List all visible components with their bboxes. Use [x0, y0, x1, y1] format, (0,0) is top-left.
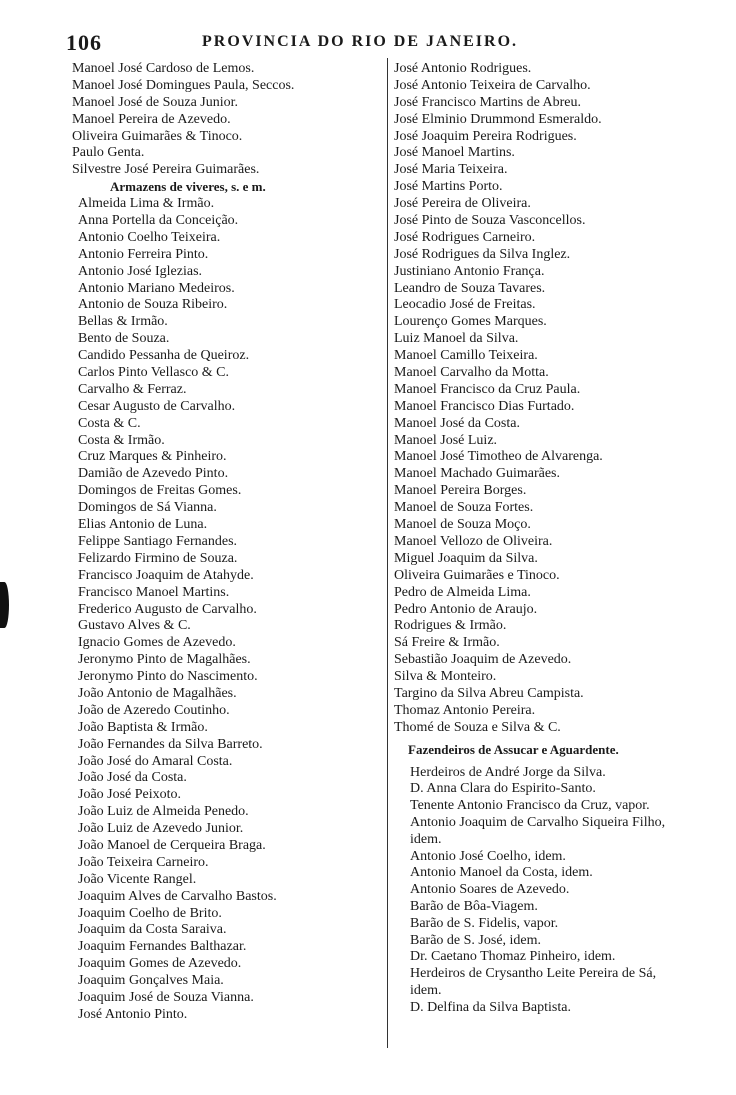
list-item: Silvestre José Pereira Guimarães. — [72, 162, 260, 178]
list-item: Antonio Ferreira Pinto. — [78, 246, 209, 262]
list-item: Herdeiros de André Jorge da Silva. — [410, 764, 606, 780]
list-item: João Teixeira Carneiro. — [78, 854, 209, 870]
list-item: José Manoel Martins. — [394, 145, 515, 161]
list-item: Elias Antonio de Luna. — [78, 517, 208, 533]
list-item: João Fernandes da Silva Barreto. — [78, 736, 263, 752]
list-item: Thomé de Souza e Silva & C. — [394, 719, 561, 735]
list-item: Pedro Antonio de Araujo. — [394, 601, 538, 617]
list-item: Jeronymo Pinto de Magalhães. — [78, 652, 251, 668]
list-item: Joaquim da Costa Saraiva. — [78, 922, 227, 938]
list-item: Bento de Souza. — [78, 331, 170, 347]
list-item: Manoel Machado Guimarães. — [394, 466, 560, 482]
list-item: Joaquim Fernandes Balthazar. — [78, 939, 247, 955]
list-item: João Luiz de Azevedo Junior. — [78, 821, 244, 837]
list-item: Tenente Antonio Francisco da Cruz, vapor. — [410, 798, 650, 814]
list-item: D. Anna Clara do Espirito-Santo. — [410, 781, 596, 797]
list-item: Manoel José da Costa. — [394, 415, 520, 431]
list-item: D. Delfina da Silva Baptista. — [410, 999, 571, 1015]
list-item: Manoel José Timotheo de Alvarenga. — [394, 449, 603, 465]
list-item: Manoel José de Souza Junior. — [72, 94, 239, 110]
list-item: Domingos de Sá Vianna. — [78, 500, 217, 516]
list-item: Thomaz Antonio Pereira. — [394, 702, 536, 718]
list-item: Cruz Marques & Pinheiro. — [78, 449, 227, 465]
list-item: José Martins Porto. — [394, 179, 503, 195]
list-item: Justiniano Antonio França. — [394, 263, 545, 279]
list-item: idem. — [410, 982, 442, 998]
list-item: Almeida Lima & Irmão. — [78, 196, 215, 212]
list-item: Silva & Monteiro. — [394, 669, 497, 685]
running-title: PROVINCIA DO RIO DE JANEIRO. — [202, 33, 519, 50]
list-item: Barão de S. José, idem. — [410, 932, 542, 948]
list-item: José Pereira de Oliveira. — [394, 196, 531, 212]
list-item: Joaquim José de Souza Vianna. — [78, 989, 254, 1005]
list-item: Francisco Joaquim de Atahyde. — [78, 567, 254, 583]
list-item: José Antonio Rodrigues. — [394, 61, 532, 76]
list-item: Gustavo Alves & C. — [78, 618, 191, 634]
list-item: Felizardo Firmino de Souza. — [78, 550, 238, 566]
list-item: Manoel Carvalho da Motta. — [394, 365, 549, 381]
list-item: Lourenço Gomes Marques. — [394, 314, 547, 330]
list-item: José Maria Teixeira. — [394, 162, 508, 178]
list-item: José Antonio Teixeira de Carvalho. — [394, 77, 591, 93]
list-item: Antonio Soares de Azevedo. — [410, 882, 570, 898]
list-item: Targino da Silva Abreu Campista. — [394, 685, 584, 701]
list-item: Paulo Genta. — [72, 145, 145, 161]
list-item: Francisco Manoel Martins. — [78, 584, 230, 600]
list-item: José Antonio Pinto. — [78, 1006, 188, 1022]
list-item: Antonio José Iglezias. — [78, 263, 203, 279]
left-entries — [70, 196, 382, 1024]
list-item: Barão de Bôa-Viagem. — [410, 899, 538, 914]
list-item: Oliveira Guimarães e Tinoco. — [394, 567, 560, 583]
list-item: Bellas & Irmão. — [78, 314, 168, 330]
list-item: Manoel José Cardoso de Lemos. — [72, 61, 255, 76]
page-header — [66, 30, 596, 56]
list-item: Rodrigues & Irmão. — [394, 618, 507, 634]
list-item: Candido Pessanha de Queiroz. — [78, 348, 250, 364]
list-item: João Luiz de Almeida Penedo. — [78, 804, 249, 820]
list-item: Joaquim Coelho de Brito. — [78, 905, 222, 921]
left-top-entries — [70, 61, 382, 179]
list-item: Antonio Joaquim de Carvalho Siqueira Filho, — [410, 815, 666, 831]
list-item: Felippe Santiago Fernandes. — [78, 533, 238, 549]
list-item: Ignacio Gomes de Azevedo. — [78, 635, 236, 651]
list-item: Oliveira Guimarães & Tinoco. — [72, 128, 243, 144]
list-item: João Antonio de Magalhães. — [78, 685, 237, 701]
list-item: Joaquim Gomes de Azevedo. — [78, 956, 242, 972]
list-item: José Rodrigues Carneiro. — [394, 229, 536, 245]
list-item: Joaquim Gonçalves Maia. — [78, 973, 224, 989]
list-item: José Pinto de Souza Vasconcellos. — [394, 213, 586, 229]
list-item: Herdeiros de Crysantho Leite Pereira de Sá, — [410, 966, 657, 982]
ink-blot — [0, 582, 9, 628]
list-item: Costa & C. — [78, 415, 141, 431]
list-item: José Rodrigues da Silva Inglez. — [394, 246, 571, 262]
list-item: Manoel de Souza Fortes. — [394, 500, 534, 516]
list-item: João Vicente Rangel. — [78, 871, 197, 887]
list-item: João Manoel de Cerqueira Braga. — [78, 837, 266, 853]
right-entries-fazendeiros — [390, 765, 730, 1017]
list-item: Manoel Pereira Borges. — [394, 483, 527, 499]
list-item: João José da Costa. — [78, 770, 187, 786]
list-item: Joaquim Alves de Carvalho Bastos. — [78, 888, 277, 904]
list-item: Manoel José Luiz. — [394, 432, 498, 448]
list-item: Manoel Francisco da Cruz Paula. — [394, 381, 581, 397]
list-item: Pedro de Almeida Lima. — [394, 584, 531, 600]
list-item: Antonio José Coelho, idem. — [410, 848, 566, 864]
list-item: Dr. Caetano Thomaz Pinheiro, idem. — [410, 949, 616, 965]
section-heading-fazendeiros: Fazendeiros de Assucar e Aguardente. — [408, 741, 619, 757]
column-divider — [387, 58, 388, 1048]
page-number: 106 — [66, 30, 102, 55]
list-item: Antonio Coelho Teixeira. — [78, 229, 221, 245]
list-item: Antonio de Souza Ribeiro. — [78, 297, 228, 313]
list-item: Carvalho & Ferraz. — [78, 381, 187, 397]
list-item: Manoel de Souza Moço. — [394, 517, 531, 533]
list-item: Damião de Azevedo Pinto. — [78, 466, 229, 482]
list-item: Manoel Pereira de Azevedo. — [72, 111, 231, 127]
list-item: Manoel Vellozo de Oliveira. — [394, 533, 553, 549]
list-item: João Baptista & Irmão. — [78, 719, 208, 735]
list-item: João José Peixoto. — [78, 787, 182, 803]
list-item: Antonio Mariano Medeiros. — [78, 280, 235, 296]
list-item: Frederico Augusto de Carvalho. — [78, 601, 257, 617]
list-item: Domingos de Freitas Gomes. — [78, 483, 242, 499]
list-item: Miguel Joaquim da Silva. — [394, 550, 538, 566]
list-item: Manoel Francisco Dias Furtado. — [394, 398, 575, 414]
list-item: Barão de S. Fidelis, vapor. — [410, 915, 559, 931]
list-item: Jeronymo Pinto do Nascimento. — [78, 669, 258, 685]
right-column — [390, 61, 730, 1017]
list-item: Sá Freire & Irmão. — [394, 635, 500, 651]
list-item: João José do Amaral Costa. — [78, 753, 233, 769]
list-item: Antonio Manoel da Costa, idem. — [410, 865, 593, 881]
list-item: Manoel José Domingues Paula, Seccos. — [72, 77, 295, 93]
list-item: Cesar Augusto de Carvalho. — [78, 398, 236, 414]
list-item: idem. — [410, 831, 442, 847]
list-item: João de Azeredo Coutinho. — [78, 702, 230, 718]
right-entries — [390, 61, 730, 737]
list-item: Carlos Pinto Vellasco & C. — [78, 365, 230, 381]
list-item: Sebastião Joaquim de Azevedo. — [394, 652, 572, 668]
list-item: Leocadio José de Freitas. — [394, 297, 536, 313]
list-item: José Elminio Drummond Esmeraldo. — [394, 111, 602, 127]
list-item: Manoel Camillo Teixeira. — [394, 348, 538, 364]
list-item: Leandro de Souza Tavares. — [394, 280, 546, 296]
list-item: Anna Portella da Conceição. — [78, 213, 239, 229]
section-heading-armazens: Armazens de viveres, s. e m. — [110, 179, 266, 195]
list-item: José Joaquim Pereira Rodrigues. — [394, 128, 577, 144]
list-item: Costa & Irmão. — [78, 432, 165, 448]
list-item: José Francisco Martins de Abreu. — [394, 94, 582, 110]
list-item: Luiz Manoel da Silva. — [394, 331, 519, 347]
left-column — [70, 61, 382, 1024]
